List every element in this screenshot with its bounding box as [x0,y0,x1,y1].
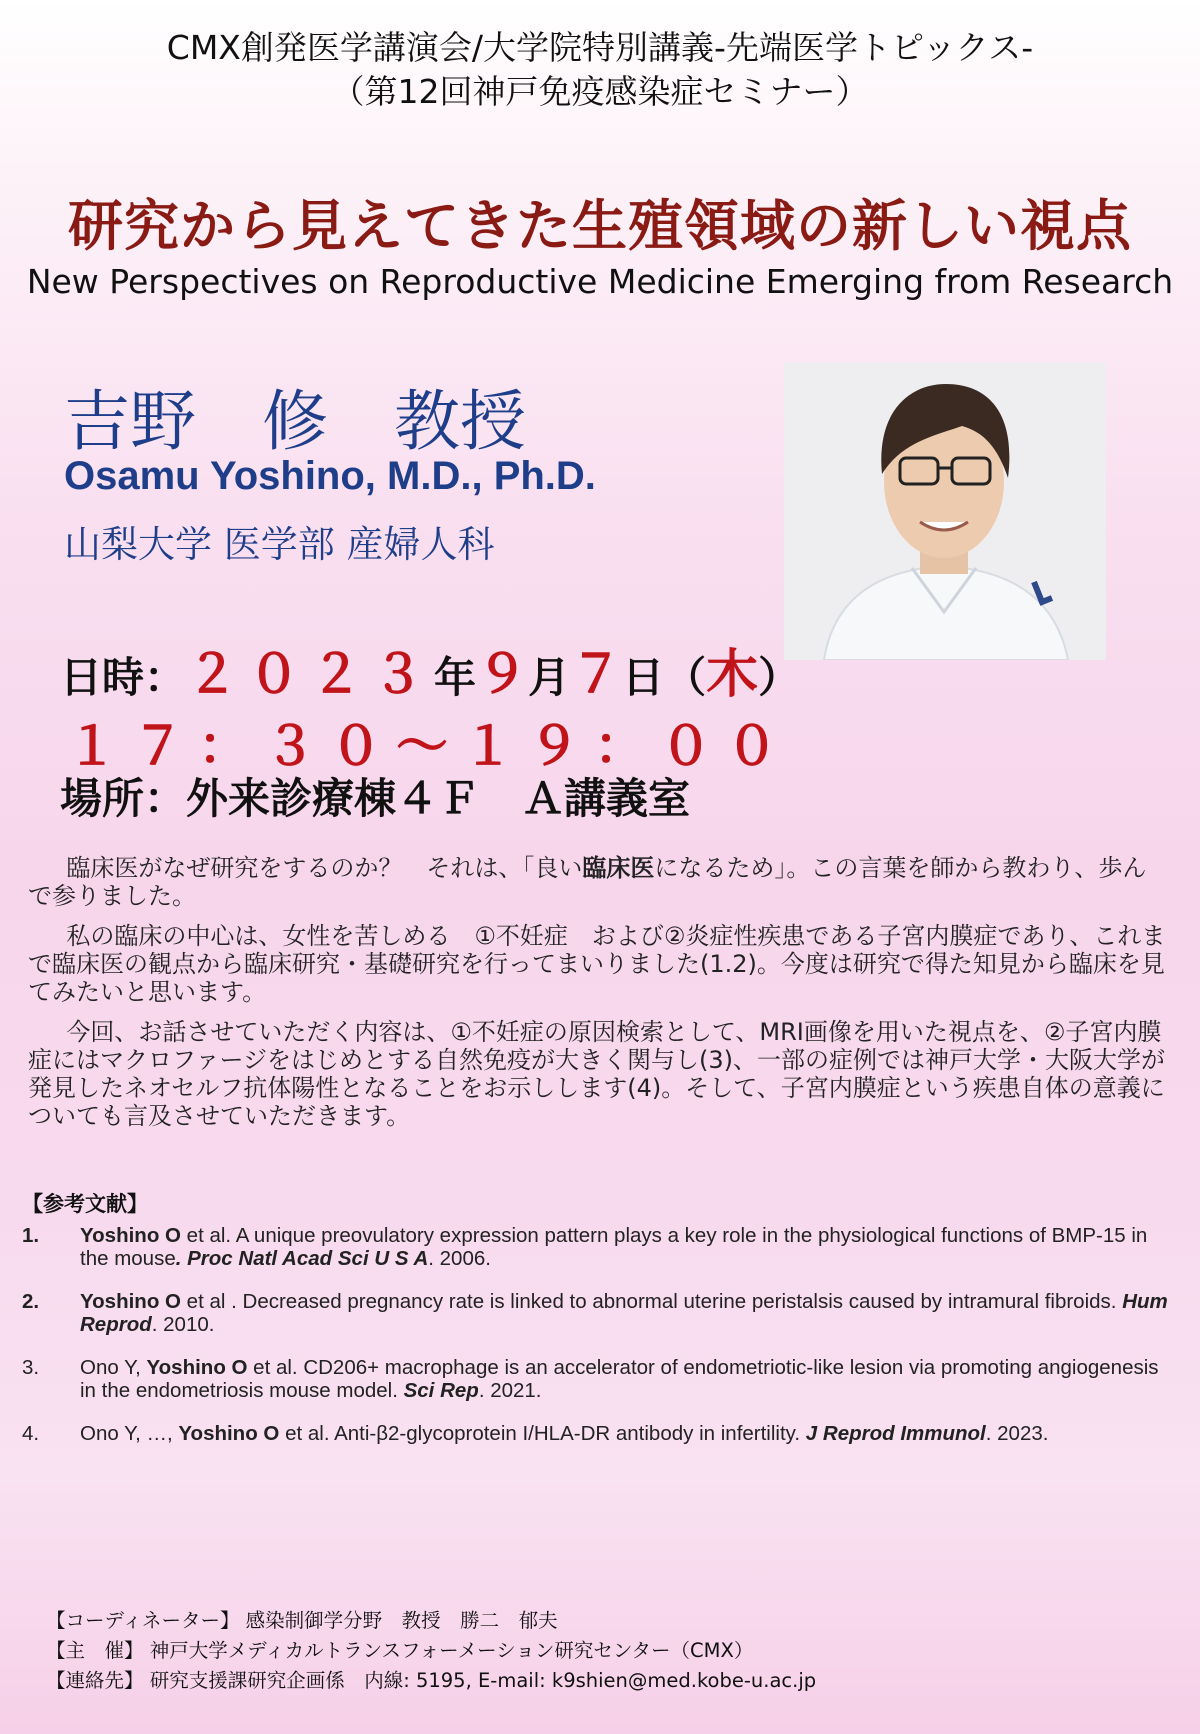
reference-item [22,1422,1172,1445]
reference-author-bold: Yoshino O [80,1290,181,1313]
date-year: ２０２３ [186,645,435,705]
date-paren-open: （ [664,653,707,702]
event-venue: 場所：外来診療棟４Ｆ Ａ講義室 [60,774,691,823]
series-line-1: CMX創発医学講演会/大学院特別講義-先端医学トピックス- [166,28,1034,67]
lecture-title-ja: 研究から見えてきた生殖領域の新しい視点 [67,194,1132,258]
reference-text [80,1290,1172,1336]
abstract [28,854,1168,1142]
speaker-portrait-image [784,362,1106,660]
reference-journal: J Reprod Immunol [805,1422,986,1445]
series-line-2: （第12回神戸免疫感染症セミナー） [331,72,869,111]
reference-body: et al. A unique preovulatory expression pattern plays a key role in the physiological functions of BMP-15 in the mouse [80,1224,1148,1270]
footer-info [46,1606,816,1696]
abstract-p1-bold: 臨床医 [582,854,655,882]
reference-journal: . Proc Natl Acad Sci U S A [175,1247,429,1270]
reference-text [80,1224,1172,1270]
date-day: ７ [570,645,623,705]
reference-body: et al. CD206+ macrophage is an accelerator of endometriotic-like lesion via promoting angiogenesis in the endometriosis mouse model. [80,1356,1159,1402]
reference-year: . 2006. [428,1247,491,1270]
reference-number: 1. [22,1224,40,1247]
event-time: １７：３０～１９：００ [66,717,793,777]
reference-author-bold: Yoshino O [178,1422,280,1445]
abstract-paragraph-3: 今回、お話させていただく内容は、①不妊症の原因検索として、MRI画像を用いた視点を、②子宮内膜症にはマクロファージをはじめとする自然免疫が大きく関与し(3)、一部の症例では神戸大学・大阪大学が発見したネオセルフ抗体陽性となることをお示しします(4)。そして、子宮内膜症という疾患自体の意義についても言及させていただきます。 [28,1018,1166,1130]
footer-contact: 【連絡先】 研究支援課研究企画係 内線: 5195, E-mail: k9shien@med.kobe-u.ac.jp [46,1669,817,1692]
reference-body: et al. Anti-β2-glycoprotein I/HLA-DR antibody in infertility. [279,1422,806,1445]
references-list [22,1224,1172,1465]
speaker-name-en: Osamu Yoshino, M.D., Ph.D. [64,454,596,498]
footer-organizer: 【主 催】 神戸大学メディカルトランスフォーメーション研究センター（CMX） [46,1639,754,1662]
abstract-p1-text-a: 臨床医がなぜ研究をするのか？ それは、「良い [66,854,583,882]
reference-author-bold: Yoshino O [146,1356,248,1379]
abstract-p1-text-b: になるため」。この言葉を師から教わり、歩んで参りました。 [28,854,1147,910]
date-month: ９ [476,645,529,705]
date-weekday: 木 [706,645,759,705]
reference-number: 3. [22,1356,40,1379]
abstract-paragraph-1 [28,854,1168,910]
reference-item [22,1290,1172,1336]
reference-number: 2. [22,1290,40,1313]
footer-coordinator: 【コーディネーター】 感染制御学分野 教授 勝二 郁夫 [46,1609,558,1632]
reference-item [22,1356,1172,1402]
date-year-unit: 年 [434,653,477,702]
reference-journal: Sci Rep [403,1379,479,1402]
date-day-unit: 日 [622,653,665,702]
date-label: 日時： [60,653,187,702]
reference-text [80,1356,1172,1402]
reference-year: . 2023. [985,1422,1049,1445]
reference-body: et al . Decreased pregnancy rate is linked to abnormal uterine peristalsis caused by intramural fibroids. [180,1290,1123,1313]
reference-text [80,1422,1172,1445]
reference-author-pre: Ono Y, [80,1356,147,1379]
event-date [60,632,800,707]
reference-number: 4. [22,1422,40,1445]
reference-item [22,1224,1172,1270]
references-heading: 【参考文献】 [22,1192,148,1216]
lecture-title-en: New Perspectives on Reproductive Medicine Emerging from Research [26,262,1174,301]
reference-author-bold: Yoshino O [80,1224,181,1247]
speaker-name-ja: 吉野 修 教授 [64,383,526,460]
abstract-paragraph-2: 私の臨床の中心は、女性を苦しめる ①不妊症 および②炎症性疾患である子宮内膜症であり、これまで臨床医の観点から臨床研究・基礎研究を行ってまいりました(1.2)。今度は研究で得た知見から臨床を見てみたいと思います。 [28,922,1166,1006]
speaker-photo [784,362,1106,660]
series-header [0,26,1200,114]
reference-year: . 2021. [478,1379,542,1402]
reference-journal: Hum Reprod [80,1290,1168,1336]
reference-year: . 2010. [151,1313,215,1336]
date-paren-close: ） [758,653,801,702]
reference-author-pre: Ono Y, …, [80,1422,179,1445]
date-month-unit: 月 [528,653,571,702]
speaker-affiliation: 山梨大学 医学部 産婦人科 [64,523,495,566]
